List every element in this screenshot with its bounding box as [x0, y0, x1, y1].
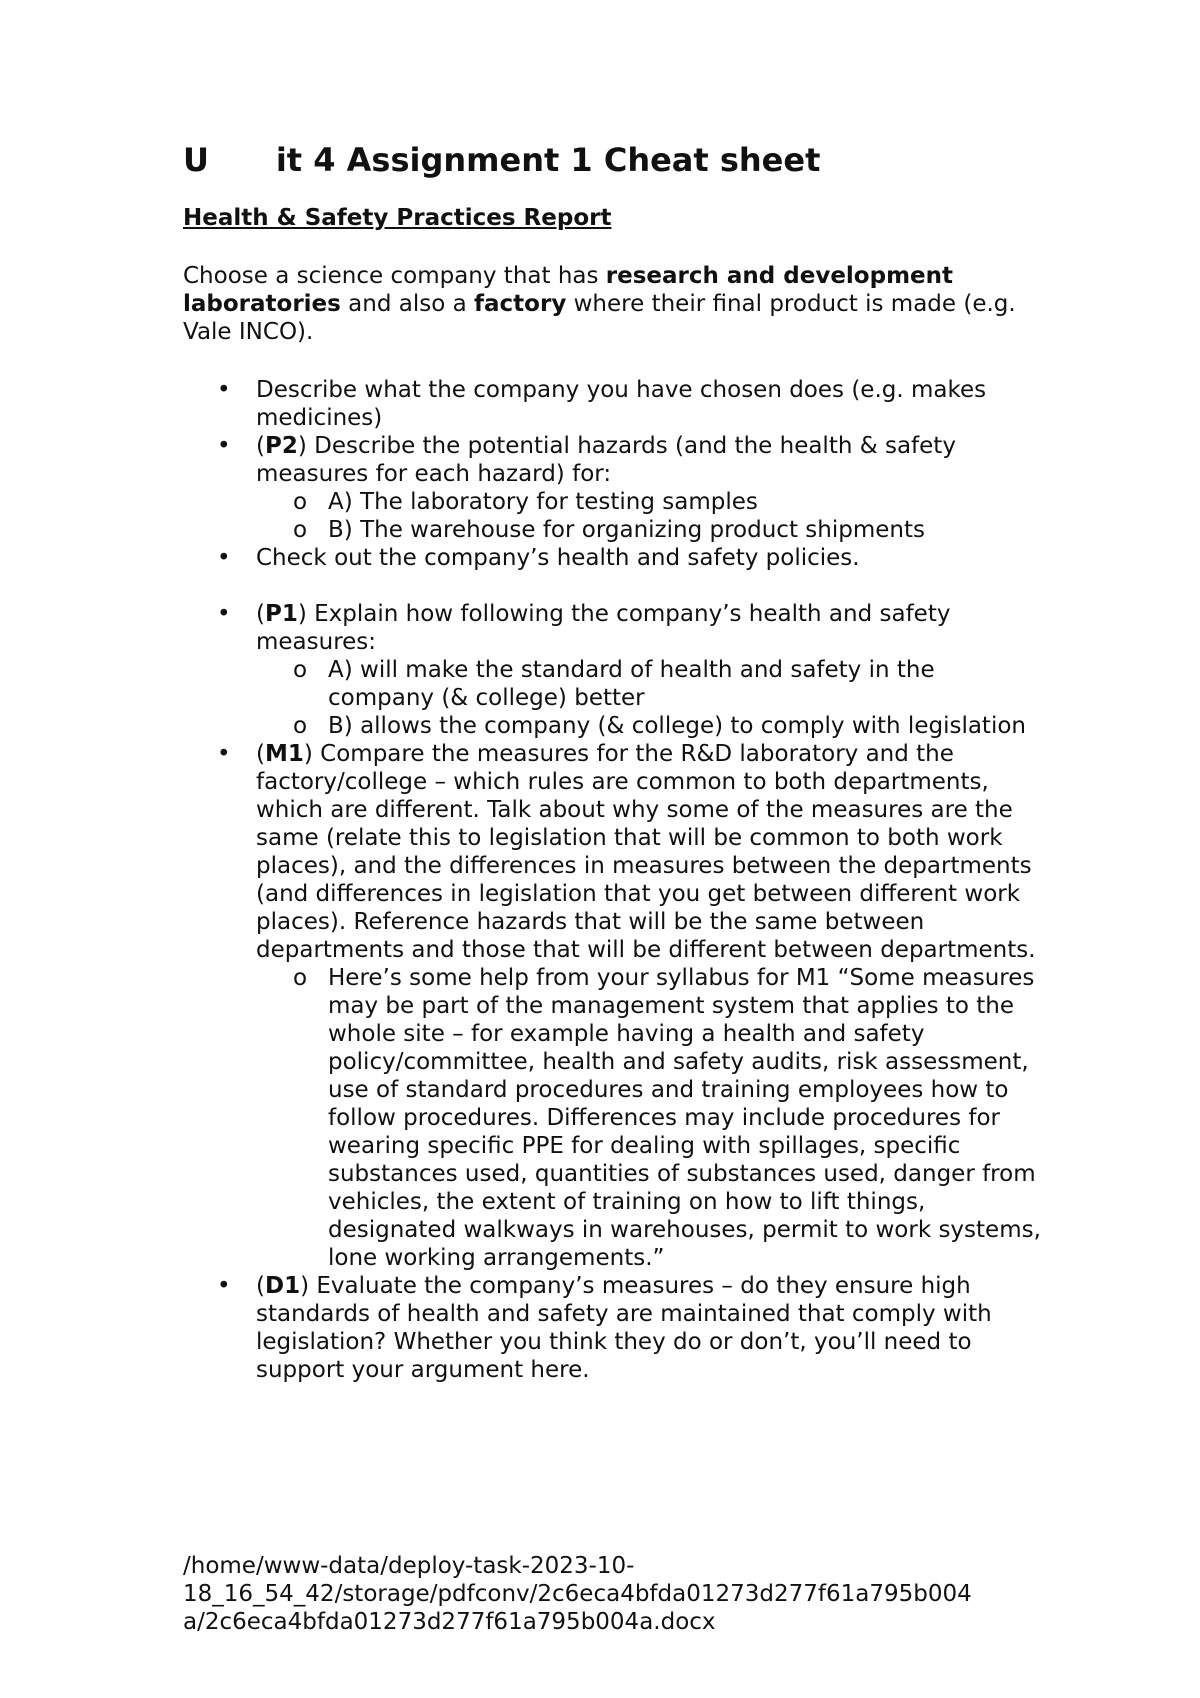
p2-sublist: [256, 488, 1043, 544]
d1-text: ) Evaluate the company’s measures – do they ensure high standards of health and safety are maintained that comply with legislation? Whether you think they do or don’t, you’ll need to support your argument here.: [256, 1273, 992, 1383]
sub-item: o B) The warehouse for organizing product shipments: [328, 516, 1043, 544]
m1-code: M1: [264, 741, 304, 767]
p1-code: P1: [264, 601, 298, 627]
intro-bold-rd: research and development laboratories: [183, 263, 954, 317]
m1-sublist: [256, 964, 1043, 1272]
list-item-p2: [256, 432, 1043, 544]
intro-bold-factory: factory: [474, 291, 567, 317]
intro-text-3: where their final product is made (e.g. Vale INCO).: [183, 291, 1016, 345]
list-item-m1: [256, 740, 1043, 1272]
p2-code: P2: [264, 433, 298, 459]
sub-item: o A) will make the standard of health and safety in the company (& college) better: [328, 656, 1043, 712]
list-item-d1: [256, 1272, 1043, 1384]
m1-open: (: [256, 741, 265, 767]
sub-item: o A) The laboratory for testing samples: [328, 488, 1043, 516]
d1-open: (: [256, 1273, 265, 1299]
file-path-footer: [183, 1552, 1043, 1636]
sub-item: o Here’s some help from your syllabus for M1 “Some measures may be part of the management system that applies to the whole site – for example having a health and safety policy/committee, health and safety audits, risk assessment, use of standard procedures and training employees how to follow procedures. Differences may include procedures for wearing specific PPE for dealing with spillages, specific substances used, quantities of substances used, danger from vehicles, the extent of training on how to lift things, designated walkways in warehouses, permit to work systems, lone working arrangements.”: [328, 964, 1043, 1272]
intro-text-1: Choose a science company that has: [183, 263, 606, 289]
m1-text: ) Compare the measures for the R&D laboratory and the factory/college – which rules are common to both departments, which are different. Talk about why some of the measures are the same (relate this to legislation that will be common to both work places), and the differences in measures between the departments (and differences in legislation that you get between different work places). Reference hazards that will be the same between departments and those that will be different between departments.: [256, 741, 1036, 963]
check-text: Check out the company’s health and safety policies.: [256, 545, 860, 571]
footer-line: 18_16_54_42/storage/pdfconv/2c6eca4bfda01273d277f61a795b004: [183, 1581, 972, 1607]
sub-item: o B) allows the company (& college) to comply with legislation: [328, 712, 1043, 740]
list-item-p1: [256, 600, 1043, 740]
p2-open: (: [256, 433, 265, 459]
p1-text: ) Explain how following the company’s health and safety measures:: [256, 601, 951, 655]
intro-paragraph: [183, 262, 1043, 346]
d1-code: D1: [264, 1273, 301, 1299]
p1-sublist: [256, 656, 1043, 740]
footer-line: /home/www-data/deploy-task-2023-10-: [183, 1553, 635, 1579]
document-page: [183, 140, 1043, 1384]
p2-text: ) Describe the potential hazards (and the health & safety measures for each hazard) for:: [256, 433, 956, 487]
p1-open: (: [256, 601, 265, 627]
list-item-describe: [256, 376, 1043, 432]
intro-text-2: and also a: [340, 291, 475, 317]
describe-text: Describe what the company you have chosen does (e.g. makes medicines): [256, 377, 987, 431]
task-list: [183, 376, 1043, 1384]
section-heading: Health & Safety Practices Report: [183, 205, 612, 231]
list-item-check: [256, 544, 1043, 572]
page-title: U it 4 Assignment 1 Cheat sheet: [183, 141, 821, 179]
footer-line: a/2c6eca4bfda01273d277f61a795b004a.docx: [183, 1609, 716, 1635]
